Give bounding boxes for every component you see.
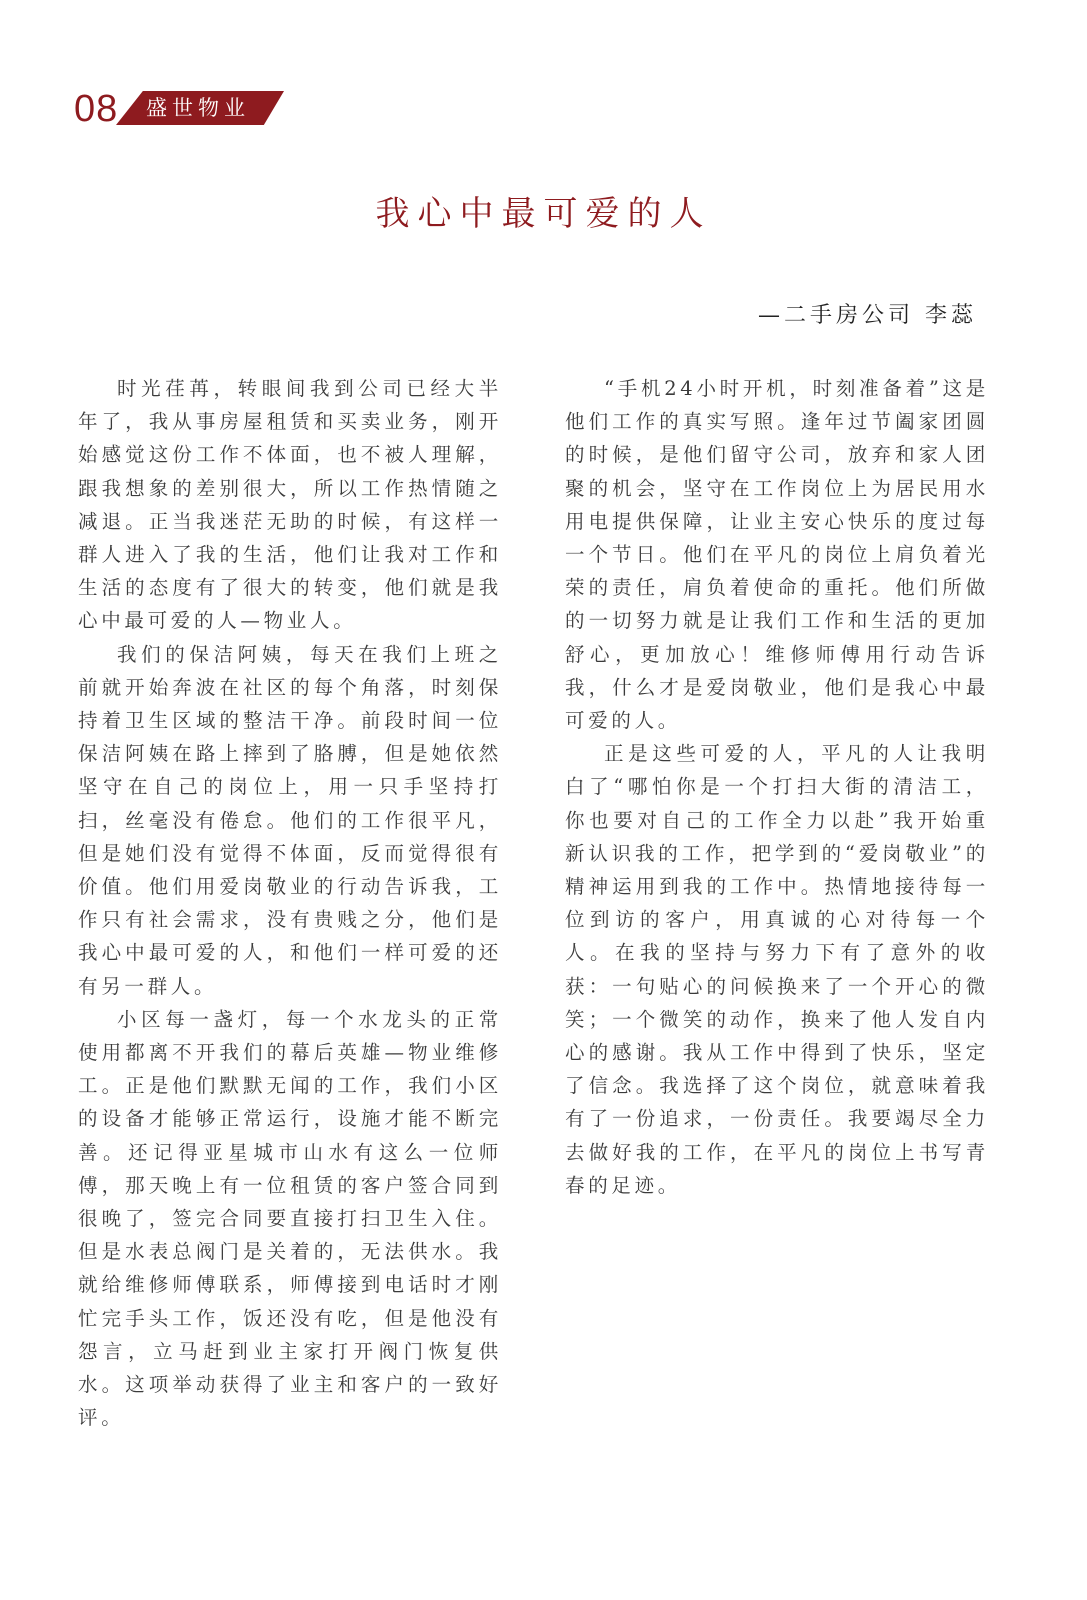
paragraph: 时光荏苒，转眼间我到公司已经大半年了，我从事房屋租赁和买卖业务，刚开始感觉这份工作不体面，也不被人理解，跟我想象的差别很大，所以工作热情随之减退。正当我迷茫无助的时候，有这样一群人进入了我的生活，他们让我对工作和生活的态度有了很大的转变，他们就是我心中最可爱的人—物业人。 — [78, 377, 502, 633]
left-column — [78, 372, 502, 1435]
page-number: 08 — [74, 88, 119, 130]
paragraph: 正是这些可爱的人，平凡的人让我明白了“哪怕你是一个打扫大街的清洁工，你也要对自己的工作全力以赴”我开始重新认识我的工作，把学到的“爱岗敬业”的精神运用到我的工作中。热情地接待每一位到访的客户，用真诚的心对待每一个人。在我的坚持与努力下有了意外的收获：一句贴心的问候换来了一个开心的微笑；一个微笑的动作，换来了他人发自内心的感谢。我从工作中得到了快乐，坚定了信念。我选择了这个岗位，就意味着我有了一份追求，一份责任。我要竭尽全力去做好我的工作，在平凡的岗位上书写青春的足迹。 — [565, 742, 989, 1197]
right-column — [565, 372, 989, 1202]
paragraph: 我们的保洁阿姨，每天在我们上班之前就开始奔波在社区的每个角落，时刻保持着卫生区域的整洁干净。前段时间一位保洁阿姨在路上摔到了胳膊，但是她依然坚守在自己的岗位上，用一只手坚持打扫，丝毫没有倦怠。他们的工作很平凡，但是她们没有觉得不体面，反而觉得很有价值。他们用爱岗敬业的行动告诉我，工作只有社会需求，没有贵贱之分，他们是我心中最可爱的人，和他们一样可爱的还有另一群人。 — [78, 642, 502, 998]
page-header — [74, 88, 314, 130]
article-title: 我心中最可爱的人 — [375, 194, 712, 234]
paragraph: “手机24小时开机，时刻准备着”这是他们工作的真实写照。逢年过节阖家团圆的时候，是他们留守公司，放弃和家人团聚的机会，坚守在工作岗位上为居民用水用电提供保障，让业主安心快乐的度过每一个节日。他们在平凡的岗位上肩负着光荣的责任，肩负着使命的重托。他们所做的一切努力就是让我们工作和生活的更加舒心，更加放心！维修师傅用行动告诉我，什么才是爱岗敬业，他们是我心中最可爱的人。 — [565, 377, 989, 733]
paragraph: 小区每一盏灯，每一个水龙头的正常使用都离不开我们的幕后英雄—物业维修工。正是他们默默无闻的工作，我们小区的设备才能够正常运行，设施才能不断完善。还记得亚星城市山水有这么一位师傅，那天晚上有一位租赁的客户签合同到很晚了，签完合同要直接打扫卫生入住。但是水表总阀门是关着的，无法供水。我就给维修师傅联系，师傅接到电话时才刚忙完手头工作，饭还没有吃，但是他没有怨言，立马赶到业主家打开阀门恢复供水。这项举动获得了业主和客户的一致好评。 — [78, 1007, 502, 1430]
article-byline: —二手房公司 李蕊 — [758, 303, 977, 328]
section-title: 盛世物业 — [146, 96, 250, 120]
